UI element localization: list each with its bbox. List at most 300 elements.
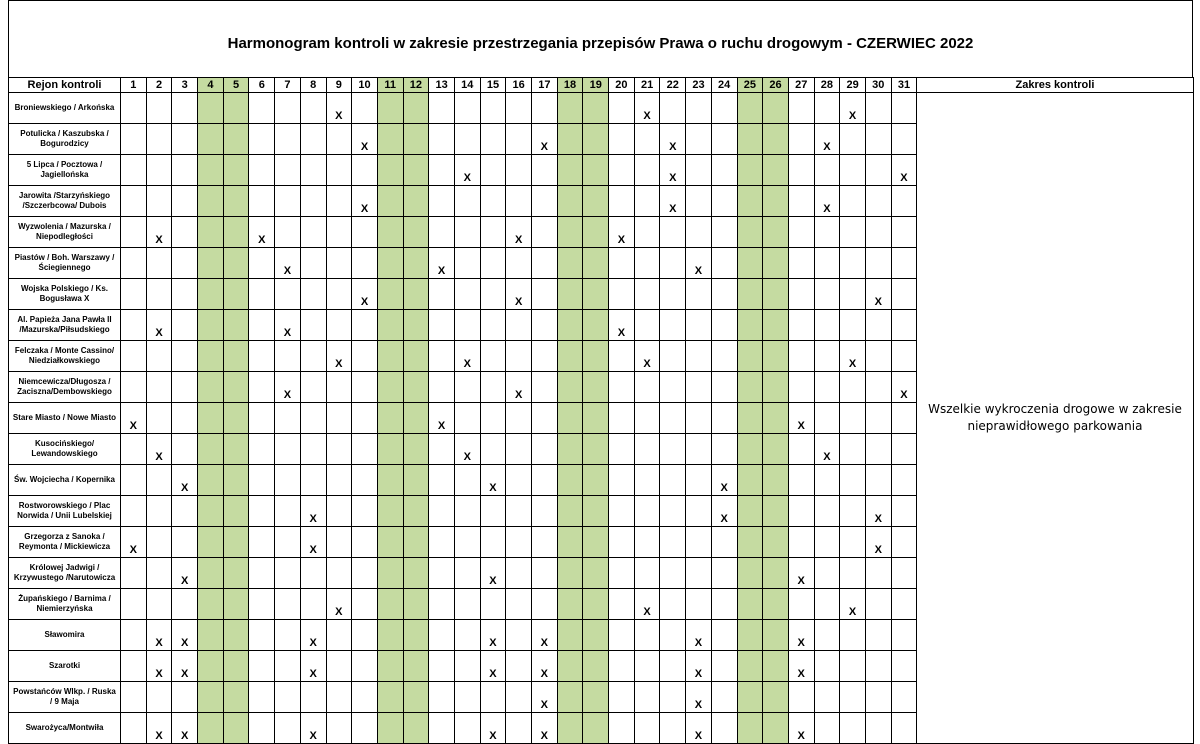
- day-cell: [121, 682, 147, 713]
- day-cell: [788, 341, 814, 372]
- day-cell: [249, 651, 275, 682]
- day-cell: [609, 341, 635, 372]
- day-cell: [711, 310, 737, 341]
- day-cell: [377, 589, 403, 620]
- day-cell: [172, 279, 198, 310]
- day-cell: [865, 155, 891, 186]
- day-cell: [454, 620, 480, 651]
- day-cell: [660, 465, 686, 496]
- day-cell: [403, 403, 429, 434]
- check-mark-cell: X: [172, 651, 198, 682]
- day-cell: [532, 403, 558, 434]
- day-cell: [300, 465, 326, 496]
- day-cell: [352, 713, 378, 744]
- day-cell: [814, 558, 840, 589]
- day-cell: [660, 589, 686, 620]
- day-cell: [275, 155, 301, 186]
- day-cell: [891, 186, 917, 217]
- day-cell: [275, 217, 301, 248]
- check-mark-cell: X: [352, 279, 378, 310]
- day-cell: [814, 93, 840, 124]
- day-cell: [763, 372, 789, 403]
- day-cell: [429, 372, 455, 403]
- day-cell: [480, 93, 506, 124]
- day-cell: [814, 155, 840, 186]
- day-cell: [172, 589, 198, 620]
- day-header: 13: [429, 78, 455, 93]
- region-cell: Szarotki: [9, 651, 121, 682]
- day-cell: [532, 155, 558, 186]
- day-cell: [377, 620, 403, 651]
- check-mark-cell: X: [634, 93, 660, 124]
- day-cell: [609, 682, 635, 713]
- day-cell: [583, 558, 609, 589]
- day-cell: [865, 248, 891, 279]
- day-cell: [583, 279, 609, 310]
- day-cell: [480, 403, 506, 434]
- day-header: 2: [146, 78, 172, 93]
- check-mark-cell: X: [788, 713, 814, 744]
- day-cell: [198, 558, 224, 589]
- day-cell: [377, 279, 403, 310]
- day-cell: [660, 93, 686, 124]
- day-cell: [660, 682, 686, 713]
- day-cell: [121, 279, 147, 310]
- check-mark-cell: X: [480, 713, 506, 744]
- day-cell: [403, 124, 429, 155]
- day-cell: [763, 465, 789, 496]
- header-row: [9, 78, 1194, 93]
- day-header: 4: [198, 78, 224, 93]
- day-cell: [300, 434, 326, 465]
- day-cell: [788, 310, 814, 341]
- check-mark-cell: X: [891, 155, 917, 186]
- day-cell: [737, 527, 763, 558]
- day-cell: [788, 186, 814, 217]
- day-cell: [865, 372, 891, 403]
- day-cell: [172, 93, 198, 124]
- day-cell: [454, 403, 480, 434]
- day-cell: [634, 155, 660, 186]
- day-cell: [660, 434, 686, 465]
- day-cell: [454, 496, 480, 527]
- day-cell: [583, 589, 609, 620]
- day-cell: [300, 124, 326, 155]
- day-cell: [300, 93, 326, 124]
- day-cell: [223, 124, 249, 155]
- day-cell: [352, 465, 378, 496]
- day-cell: [223, 496, 249, 527]
- day-cell: [249, 248, 275, 279]
- day-cell: [840, 372, 866, 403]
- day-cell: [763, 527, 789, 558]
- day-cell: [480, 310, 506, 341]
- day-cell: [660, 651, 686, 682]
- check-mark-cell: X: [275, 310, 301, 341]
- day-cell: [198, 217, 224, 248]
- check-mark-cell: X: [865, 279, 891, 310]
- day-cell: [454, 651, 480, 682]
- day-cell: [454, 558, 480, 589]
- day-cell: [403, 527, 429, 558]
- day-header: 17: [532, 78, 558, 93]
- day-cell: [429, 558, 455, 589]
- day-cell: [763, 217, 789, 248]
- day-cell: [326, 496, 352, 527]
- day-cell: [146, 465, 172, 496]
- day-cell: [686, 403, 712, 434]
- day-cell: [454, 248, 480, 279]
- day-cell: [429, 465, 455, 496]
- day-header: 7: [275, 78, 301, 93]
- day-cell: [480, 589, 506, 620]
- region-cell: Felczaka / Monte Cassino/ Niedziałkowskiego: [9, 341, 121, 372]
- day-cell: [352, 403, 378, 434]
- day-cell: [891, 465, 917, 496]
- day-cell: [275, 124, 301, 155]
- day-cell: [121, 124, 147, 155]
- day-cell: [891, 279, 917, 310]
- day-cell: [429, 93, 455, 124]
- day-cell: [634, 682, 660, 713]
- day-header: 16: [506, 78, 532, 93]
- day-cell: [814, 682, 840, 713]
- day-cell: [454, 527, 480, 558]
- day-cell: [249, 124, 275, 155]
- day-cell: [711, 217, 737, 248]
- day-cell: [711, 155, 737, 186]
- day-cell: [609, 527, 635, 558]
- day-cell: [583, 527, 609, 558]
- day-cell: [583, 155, 609, 186]
- day-cell: [634, 372, 660, 403]
- day-cell: [711, 589, 737, 620]
- day-cell: [609, 93, 635, 124]
- day-cell: [121, 589, 147, 620]
- day-cell: [763, 310, 789, 341]
- day-header: 6: [249, 78, 275, 93]
- day-cell: [403, 589, 429, 620]
- day-cell: [352, 558, 378, 589]
- day-cell: [454, 372, 480, 403]
- day-cell: [609, 434, 635, 465]
- day-cell: [429, 713, 455, 744]
- day-cell: [840, 713, 866, 744]
- region-cell: Al. Papieża Jana Pawła II /Mazurska/Piłsudskiego: [9, 310, 121, 341]
- day-cell: [583, 682, 609, 713]
- day-cell: [532, 496, 558, 527]
- check-mark-cell: X: [532, 124, 558, 155]
- day-cell: [326, 124, 352, 155]
- day-cell: [814, 279, 840, 310]
- day-cell: [840, 186, 866, 217]
- day-cell: [609, 372, 635, 403]
- check-mark-cell: X: [840, 589, 866, 620]
- day-cell: [275, 682, 301, 713]
- day-cell: [172, 248, 198, 279]
- day-cell: [609, 589, 635, 620]
- day-cell: [609, 279, 635, 310]
- day-cell: [865, 186, 891, 217]
- day-cell: [763, 248, 789, 279]
- day-cell: [814, 589, 840, 620]
- day-cell: [583, 248, 609, 279]
- day-cell: [121, 434, 147, 465]
- day-cell: [737, 589, 763, 620]
- day-cell: [198, 465, 224, 496]
- day-cell: [249, 527, 275, 558]
- day-cell: [609, 124, 635, 155]
- day-cell: [737, 124, 763, 155]
- day-cell: [634, 248, 660, 279]
- day-cell: [198, 248, 224, 279]
- day-cell: [686, 310, 712, 341]
- day-cell: [865, 651, 891, 682]
- check-mark-cell: X: [121, 403, 147, 434]
- day-cell: [326, 403, 352, 434]
- day-cell: [454, 93, 480, 124]
- day-cell: [121, 310, 147, 341]
- day-cell: [763, 403, 789, 434]
- day-header: 30: [865, 78, 891, 93]
- region-cell: Rostworowskiego / Plac Norwida / Unii Lubelskiej: [9, 496, 121, 527]
- check-mark-cell: X: [300, 496, 326, 527]
- day-cell: [686, 527, 712, 558]
- day-cell: [609, 155, 635, 186]
- day-cell: [429, 186, 455, 217]
- day-cell: [686, 434, 712, 465]
- day-cell: [532, 217, 558, 248]
- day-cell: [737, 403, 763, 434]
- day-cell: [609, 713, 635, 744]
- day-cell: [840, 496, 866, 527]
- day-cell: [172, 682, 198, 713]
- day-cell: [891, 93, 917, 124]
- day-cell: [737, 186, 763, 217]
- day-cell: [480, 217, 506, 248]
- check-mark-cell: X: [326, 589, 352, 620]
- day-cell: [403, 558, 429, 589]
- day-cell: [275, 186, 301, 217]
- region-cell: Św. Wojciecha / Kopernika: [9, 465, 121, 496]
- day-cell: [172, 217, 198, 248]
- day-cell: [840, 434, 866, 465]
- day-cell: [172, 186, 198, 217]
- check-mark-cell: X: [711, 496, 737, 527]
- day-cell: [326, 713, 352, 744]
- day-cell: [814, 620, 840, 651]
- day-cell: [377, 124, 403, 155]
- region-cell: Niemcewicza/Długosza / Zaciszna/Dembowskiego: [9, 372, 121, 403]
- check-mark-cell: X: [865, 527, 891, 558]
- day-cell: [737, 465, 763, 496]
- day-cell: [275, 93, 301, 124]
- check-mark-cell: X: [711, 465, 737, 496]
- check-mark-cell: X: [275, 372, 301, 403]
- check-mark-cell: X: [249, 217, 275, 248]
- day-cell: [326, 279, 352, 310]
- day-cell: [377, 186, 403, 217]
- day-header: 1: [121, 78, 147, 93]
- day-cell: [634, 651, 660, 682]
- day-cell: [686, 155, 712, 186]
- check-mark-cell: X: [352, 186, 378, 217]
- day-cell: [121, 155, 147, 186]
- region-cell: Broniewskiego / Arkońska: [9, 93, 121, 124]
- day-cell: [557, 713, 583, 744]
- day-cell: [763, 620, 789, 651]
- day-cell: [300, 682, 326, 713]
- day-cell: [634, 279, 660, 310]
- day-cell: [377, 651, 403, 682]
- day-cell: [223, 372, 249, 403]
- day-cell: [532, 434, 558, 465]
- day-cell: [557, 496, 583, 527]
- day-cell: [429, 341, 455, 372]
- day-cell: [198, 713, 224, 744]
- day-cell: [223, 217, 249, 248]
- day-cell: [788, 527, 814, 558]
- day-cell: [454, 713, 480, 744]
- day-cell: [788, 248, 814, 279]
- day-cell: [146, 248, 172, 279]
- day-cell: [172, 496, 198, 527]
- check-mark-cell: X: [146, 713, 172, 744]
- day-cell: [146, 558, 172, 589]
- day-cell: [891, 248, 917, 279]
- day-cell: [352, 527, 378, 558]
- day-cell: [660, 310, 686, 341]
- day-cell: [121, 248, 147, 279]
- check-mark-cell: X: [326, 341, 352, 372]
- day-cell: [865, 124, 891, 155]
- day-header: 26: [763, 78, 789, 93]
- day-cell: [480, 124, 506, 155]
- day-header: 18: [557, 78, 583, 93]
- day-cell: [865, 310, 891, 341]
- day-cell: [454, 186, 480, 217]
- day-header: 21: [634, 78, 660, 93]
- day-cell: [557, 186, 583, 217]
- day-header: 25: [737, 78, 763, 93]
- day-cell: [300, 558, 326, 589]
- check-mark-cell: X: [480, 620, 506, 651]
- day-cell: [557, 434, 583, 465]
- day-cell: [763, 682, 789, 713]
- region-cell: Wyzwolenia / Mazurska / Niepodległości: [9, 217, 121, 248]
- day-cell: [609, 651, 635, 682]
- day-cell: [223, 186, 249, 217]
- day-cell: [146, 496, 172, 527]
- day-cell: [223, 279, 249, 310]
- check-mark-cell: X: [532, 651, 558, 682]
- day-cell: [583, 217, 609, 248]
- day-cell: [198, 651, 224, 682]
- day-cell: [532, 186, 558, 217]
- day-cell: [506, 155, 532, 186]
- day-cell: [223, 682, 249, 713]
- check-mark-cell: X: [429, 248, 455, 279]
- day-cell: [121, 496, 147, 527]
- day-cell: [198, 310, 224, 341]
- day-cell: [840, 310, 866, 341]
- day-cell: [300, 248, 326, 279]
- day-cell: [737, 248, 763, 279]
- day-cell: [891, 620, 917, 651]
- day-cell: [634, 434, 660, 465]
- day-cell: [352, 248, 378, 279]
- day-cell: [506, 527, 532, 558]
- day-cell: [840, 682, 866, 713]
- scope-header: Zakres kontroli: [917, 78, 1193, 93]
- region-cell: Kusocińskiego/ Lewandowskiego: [9, 434, 121, 465]
- check-mark-cell: X: [352, 124, 378, 155]
- day-cell: [403, 341, 429, 372]
- day-cell: [763, 155, 789, 186]
- day-cell: [326, 155, 352, 186]
- day-cell: [865, 93, 891, 124]
- day-cell: [454, 465, 480, 496]
- day-cell: [532, 465, 558, 496]
- day-cell: [686, 124, 712, 155]
- day-header: 12: [403, 78, 429, 93]
- day-cell: [634, 310, 660, 341]
- region-cell: Swarożyca/Montwiła: [9, 713, 121, 744]
- region-cell: Jarowita /Starzyńskiego /Szczerbcowa/ Dubois: [9, 186, 121, 217]
- day-cell: [249, 620, 275, 651]
- check-mark-cell: X: [172, 620, 198, 651]
- check-mark-cell: X: [865, 496, 891, 527]
- day-cell: [814, 310, 840, 341]
- day-cell: [377, 372, 403, 403]
- day-cell: [788, 496, 814, 527]
- day-cell: [403, 372, 429, 403]
- day-cell: [352, 682, 378, 713]
- day-cell: [840, 248, 866, 279]
- day-cell: [429, 217, 455, 248]
- day-cell: [377, 155, 403, 186]
- day-cell: [660, 558, 686, 589]
- day-cell: [249, 713, 275, 744]
- day-cell: [198, 372, 224, 403]
- day-cell: [711, 434, 737, 465]
- day-cell: [711, 279, 737, 310]
- day-cell: [146, 93, 172, 124]
- day-cell: [275, 496, 301, 527]
- day-cell: [891, 403, 917, 434]
- day-cell: [660, 527, 686, 558]
- day-cell: [352, 341, 378, 372]
- day-cell: [557, 620, 583, 651]
- check-mark-cell: X: [840, 341, 866, 372]
- day-cell: [352, 372, 378, 403]
- day-cell: [403, 155, 429, 186]
- region-cell: Piastów / Boh. Warszawy / Ściegiennego: [9, 248, 121, 279]
- check-mark-cell: X: [146, 310, 172, 341]
- day-cell: [583, 651, 609, 682]
- region-cell: Stare Miasto / Nowe Miasto: [9, 403, 121, 434]
- day-cell: [429, 310, 455, 341]
- check-mark-cell: X: [454, 434, 480, 465]
- day-cell: [737, 651, 763, 682]
- day-cell: [557, 651, 583, 682]
- day-cell: [634, 124, 660, 155]
- day-cell: [454, 279, 480, 310]
- day-cell: [583, 465, 609, 496]
- day-cell: [275, 527, 301, 558]
- day-cell: [814, 217, 840, 248]
- day-cell: [172, 341, 198, 372]
